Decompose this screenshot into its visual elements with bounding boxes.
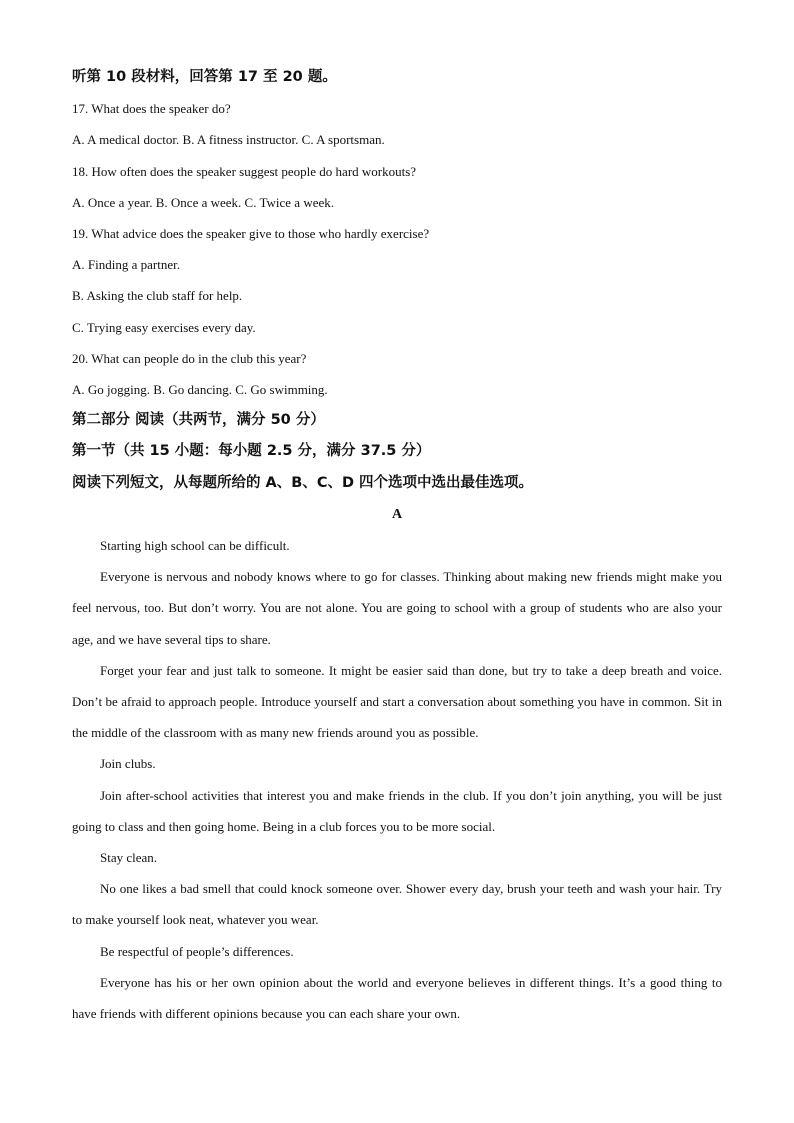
passage-subheading: Be respectful of people’s differences.: [100, 943, 294, 959]
question-20: 20. What can people do in the club this year?: [72, 350, 307, 366]
passage-paragraph: No one likes a bad smell that could knock someone over. Shower every day, brush your teeth and wash your hair. Try to make yourself look neat, whatever you wear.: [72, 881, 722, 928]
passage-subheading: Join clubs.: [100, 756, 156, 772]
listening-section-heading: 听第 10 段材料，回答第 17 至 20 题。: [72, 69, 337, 85]
passage-paragraph: Starting high school can be difficult.: [100, 538, 290, 554]
exam-page: [72, 62, 722, 1029]
question-17: 17. What does the speaker do?: [72, 101, 231, 117]
reading-instruction: 阅读下列短文，从每题所给的 A、B、C、D 四个选项中选出最佳选项。: [72, 474, 534, 491]
reading-section-heading: 第一节（共 15 小题：每小题 2.5 分，满分 37.5 分）: [72, 443, 431, 460]
question-18-options: A. Once a year. B. Once a week. C. Twice a week.: [72, 194, 334, 210]
passage-paragraph: Everyone has his or her own opinion about the world and everyone believes in different things. It’s a good thing to have friends with different opinions because you can each share your own.: [72, 974, 722, 1022]
reading-part-heading: 第二部分 阅读（共两节，满分 50 分）: [72, 412, 325, 429]
passage-paragraph: Forget your fear and just talk to someone. It might be easier said than done, but try to take a deep breath and voice. Don’t be afraid to approach people. Introduce yourself and start a conversation about something you have in common. Sit in the middle of the classroom with as many new friends around you as possible.: [72, 662, 722, 741]
passage-paragraph: Everyone is nervous and nobody knows where to go for classes. Thinking about making new friends might make you feel nervous, too. But don’t worry. You are not alone. You are going to school with a group of students who are also your age, and we have several tips to share.: [72, 569, 722, 647]
question-18: 18. How often does the speaker suggest people do hard workouts?: [72, 163, 417, 179]
question-19: 19. What advice does the speaker give to those who hardly exercise?: [72, 226, 430, 242]
question-19-option-b: B. Asking the club staff for help.: [72, 288, 243, 304]
question-19-option-a: A. Finding a partner.: [72, 257, 180, 273]
question-20-options: A. Go jogging. B. Go dancing. C. Go swimming.: [72, 382, 328, 398]
question-19-option-c: C. Trying easy exercises every day.: [72, 319, 256, 335]
passage-paragraph: Join after-school activities that interest you and make friends in the club. If you don’t join anything, you will be just going to class and then going home. Being in a club forces you to be more social.: [72, 787, 722, 834]
passage-label: A: [391, 506, 403, 522]
passage-subheading: Stay clean.: [100, 850, 158, 866]
question-17-options: A. A medical doctor. B. A fitness instructor. C. A sportsman.: [72, 132, 385, 148]
